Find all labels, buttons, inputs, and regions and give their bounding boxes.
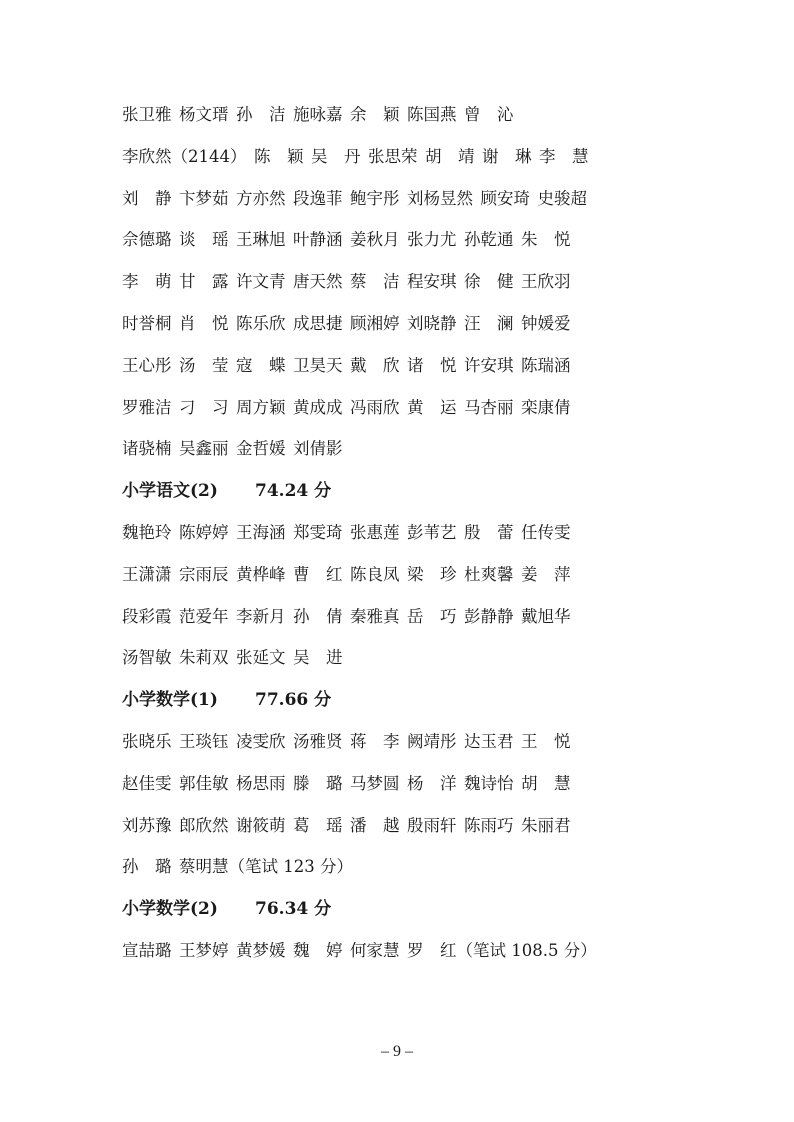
candidate-name: 诸 悦 xyxy=(407,355,457,375)
candidate-name: 宗雨辰 xyxy=(179,564,229,584)
candidate-name: 顾湘婷 xyxy=(350,314,400,333)
candidate-name: 陈 颖 xyxy=(254,146,304,166)
candidate-name: 朱莉双 xyxy=(179,648,229,668)
candidate-name: 蔡 洁 xyxy=(350,272,400,292)
section-heading xyxy=(122,479,642,503)
candidate-name: 杨 洋 xyxy=(407,773,457,793)
candidate-name: 朱 悦 xyxy=(521,230,571,250)
name-row xyxy=(122,187,642,211)
cutoff-score: 76.34 分 xyxy=(255,899,332,920)
candidate-name: 刘苏豫 xyxy=(122,815,172,835)
candidate-name: 张力尤 xyxy=(407,230,457,250)
name-row xyxy=(122,814,642,838)
candidate-name: 佘德璐 xyxy=(122,230,172,250)
candidate-name: 殷雨轩 xyxy=(407,815,457,835)
candidate-name: 罗雅洁 xyxy=(122,397,172,417)
candidate-name: 刘 静 xyxy=(122,188,172,208)
candidate-name: 马杏丽 xyxy=(464,397,514,417)
candidate-name: 卫昊天 xyxy=(293,355,343,375)
candidate-name: 余 颖 xyxy=(350,105,400,124)
candidate-name: 姜秋月 xyxy=(350,230,400,250)
candidate-name: 王潇潇 xyxy=(122,564,172,584)
candidate-name: 王琳旭 xyxy=(236,230,286,250)
candidate-name: 郑雯琦 xyxy=(293,523,343,542)
candidate-name: 刘杨昱然 xyxy=(407,188,473,208)
name-row xyxy=(122,646,642,670)
candidate-name: 郎欣然 xyxy=(179,815,229,835)
name-row xyxy=(122,270,642,294)
candidate-name: 张晓乐 xyxy=(122,732,172,751)
candidate-name: 鲍宇彤 xyxy=(350,188,400,208)
candidate-name: 唐天然 xyxy=(293,272,343,292)
candidate-name: 陈瑞涵 xyxy=(521,355,571,375)
candidate-name: 卞梦茹 xyxy=(179,188,229,208)
candidate-name: 胡 慧 xyxy=(521,773,571,793)
candidate-name: 栾康倩 xyxy=(521,397,571,417)
candidate-name: 王欣羽 xyxy=(521,272,571,292)
candidate-name: 史骏超 xyxy=(537,188,587,208)
name-row xyxy=(122,521,642,545)
subject-name: 小学数学(1) xyxy=(122,690,218,711)
name-row xyxy=(122,103,642,127)
name-row xyxy=(122,396,642,420)
candidate-name: 宣喆璐 xyxy=(122,941,172,960)
candidate-name: 陈良凤 xyxy=(350,564,400,584)
candidate-name: 段逸菲 xyxy=(293,188,343,208)
candidate-name: 黄成成 xyxy=(293,397,343,417)
name-row xyxy=(122,312,642,336)
candidate-name: 孙 璐 xyxy=(122,857,172,877)
candidate-name: 魏 婷 xyxy=(293,941,343,960)
name-row xyxy=(122,605,642,629)
candidate-name: 谈 瑶 xyxy=(179,230,229,250)
candidate-name: 汤 莹 xyxy=(179,355,229,375)
candidate-name: 许安琪 xyxy=(464,355,514,375)
candidate-name: 刘晓静 xyxy=(407,314,457,333)
candidate-name: 钟媛爱 xyxy=(521,314,571,333)
name-row xyxy=(122,563,642,587)
candidate-name: 陈乐欣 xyxy=(236,314,286,333)
candidate-name: 郭佳敏 xyxy=(179,773,229,793)
candidate-name: 蒋 李 xyxy=(350,732,400,751)
candidate-name: 金哲媛 xyxy=(236,439,286,459)
candidate-name: 刘倩影 xyxy=(293,439,343,459)
candidate-name: 葛 瑶 xyxy=(293,815,343,835)
candidate-name: 胡 靖 xyxy=(425,146,475,166)
candidate-name: 方亦然 xyxy=(236,188,286,208)
candidate-name: 陈婷婷 xyxy=(179,523,229,542)
candidate-name: 成思捷 xyxy=(293,314,343,333)
name-row xyxy=(122,354,642,378)
cutoff-score: 77.66 分 xyxy=(255,690,332,711)
candidate-name: 曹 红 xyxy=(293,564,343,584)
name-row xyxy=(122,145,642,169)
candidate-name: 蔡明慧（笔试 123 分） xyxy=(179,857,353,877)
name-row xyxy=(122,772,642,796)
candidate-name: 彭静静 xyxy=(464,606,514,626)
candidate-name: 叶静涵 xyxy=(293,230,343,250)
candidate-name: 杜爽馨 xyxy=(464,564,514,584)
candidate-name: 李新月 xyxy=(236,606,286,626)
section-heading xyxy=(122,688,642,712)
candidate-name: 梁 珍 xyxy=(407,564,457,584)
candidate-name: 周方颖 xyxy=(236,397,286,417)
candidate-name: 戴 欣 xyxy=(350,355,400,375)
candidate-name: 孙 倩 xyxy=(293,606,343,626)
candidate-name: 吴 进 xyxy=(293,648,343,668)
candidate-name: 汤智敏 xyxy=(122,648,172,668)
candidate-name: 王海涵 xyxy=(236,523,286,542)
candidate-name: 汤雅贤 xyxy=(293,732,343,751)
candidate-name: 何家慧 xyxy=(350,941,400,960)
candidate-name: 王梦婷 xyxy=(179,941,229,960)
subject-name: 小学数学(2) xyxy=(122,899,218,920)
candidate-name: 李 萌 xyxy=(122,272,172,292)
candidate-name: 岳 巧 xyxy=(407,606,457,626)
candidate-name: 张卫雅 xyxy=(122,105,172,124)
candidate-name: 魏诗怡 xyxy=(464,773,514,793)
candidate-name: 徐 健 xyxy=(464,272,514,292)
subject-name: 小学语文(2) xyxy=(122,481,218,502)
candidate-name: 谢 琳 xyxy=(482,146,532,166)
candidate-name: 殷 蕾 xyxy=(464,523,514,542)
candidate-name: 张惠莲 xyxy=(350,523,400,542)
candidate-name: 吴 丹 xyxy=(311,146,361,166)
candidate-name: 阙靖彤 xyxy=(407,732,457,751)
page-number: – 9 – xyxy=(381,1043,413,1060)
candidate-name: 许文青 xyxy=(236,272,286,292)
name-row xyxy=(122,437,642,461)
cutoff-score: 74.24 分 xyxy=(255,481,332,502)
candidate-name: 甘 露 xyxy=(179,272,229,292)
candidate-name: 潘 越 xyxy=(350,815,400,835)
candidate-name: 谢筱萌 xyxy=(236,815,286,835)
candidate-name: 姜 萍 xyxy=(521,564,571,584)
candidate-name: 王 悦 xyxy=(521,732,571,751)
candidate-name: 刁 习 xyxy=(179,397,229,417)
candidate-name: 杨思雨 xyxy=(236,773,286,793)
candidate-name: 秦雅真 xyxy=(350,606,400,626)
candidate-name: 肖 悦 xyxy=(179,314,229,333)
candidate-name: 陈雨巧 xyxy=(464,815,514,835)
candidate-name: 黄梦媛 xyxy=(236,941,286,960)
candidate-name: 滕 璐 xyxy=(293,773,343,793)
candidate-name: 黄 运 xyxy=(407,397,457,417)
candidate-name: 赵佳雯 xyxy=(122,773,172,793)
name-row xyxy=(122,939,642,963)
section-heading xyxy=(122,897,642,921)
candidate-name: 马梦圆 xyxy=(350,773,400,793)
candidate-name: 范爱年 xyxy=(179,606,229,626)
name-row xyxy=(122,730,642,754)
candidate-name: 孙 洁 xyxy=(236,105,286,124)
candidate-name: 李欣然（2144） xyxy=(122,146,247,166)
candidate-name: 诸骁楠 xyxy=(122,439,172,459)
candidate-name: 张思荣 xyxy=(368,146,418,166)
candidate-name: 时誉桐 xyxy=(122,314,172,333)
candidate-name: 罗 红（笔试 108.5 分） xyxy=(407,941,597,960)
candidate-name: 凌雯欣 xyxy=(236,732,286,751)
name-row xyxy=(122,855,642,879)
candidate-name: 程安琪 xyxy=(407,272,457,292)
candidate-name: 任传雯 xyxy=(521,523,571,542)
candidate-name: 汪 澜 xyxy=(464,314,514,333)
candidate-name: 李 慧 xyxy=(539,146,589,166)
candidate-name: 黄桦峰 xyxy=(236,564,286,584)
candidate-name: 王琰钰 xyxy=(179,732,229,751)
candidate-name: 魏艳玲 xyxy=(122,523,172,542)
candidate-name: 孙乾通 xyxy=(464,230,514,250)
candidate-name: 陈国燕 xyxy=(407,105,457,124)
candidate-name: 王心彤 xyxy=(122,355,172,375)
candidate-name: 戴旭华 xyxy=(521,606,571,626)
candidate-name: 冯雨欣 xyxy=(350,397,400,417)
candidate-name: 段彩霞 xyxy=(122,606,172,626)
candidate-name: 达玉君 xyxy=(464,732,514,751)
candidate-name: 寇 蝶 xyxy=(236,355,286,375)
candidate-name: 彭苇艺 xyxy=(407,523,457,542)
candidate-name: 施咏嘉 xyxy=(293,105,343,124)
candidate-name: 张延文 xyxy=(236,648,286,668)
candidate-name: 顾安琦 xyxy=(480,188,530,208)
candidate-name: 吴鑫丽 xyxy=(179,439,229,459)
candidate-name: 杨文瑨 xyxy=(179,105,229,124)
name-row xyxy=(122,228,642,252)
candidate-name: 曾 沁 xyxy=(464,105,514,124)
candidate-name: 朱丽君 xyxy=(521,815,571,835)
